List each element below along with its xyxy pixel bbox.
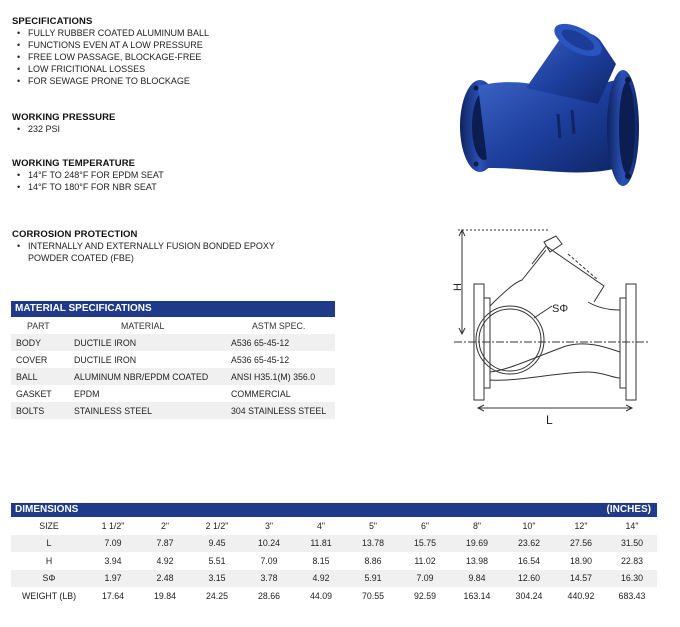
material-cell: ANSI H35.1(M) 356.0 xyxy=(226,368,335,385)
list-item: • FULLY RUBBER COATED ALUMINUM BALL xyxy=(12,27,209,39)
corrosion-title: CORROSION PROTECTION xyxy=(12,229,138,240)
dimensions-row-label: L xyxy=(11,535,87,553)
dimensions-size-cell: 2" xyxy=(160,520,169,531)
material-cell: COVER xyxy=(16,354,48,365)
dimensions-value-cell: 13.98 xyxy=(465,555,488,566)
dimensions-value-cell: 18.90 xyxy=(569,555,592,566)
dimensions-value-cell: 16.54 xyxy=(517,555,540,566)
dimensions-value-cell: 16.30 xyxy=(607,570,657,588)
dimensions-value-cell: 2.48 xyxy=(139,570,191,588)
dimensions-value-cell: 7.09 xyxy=(399,570,451,588)
dimensions-value-cell: 5.51 xyxy=(208,555,226,566)
dimensions-size-cell: 2 1/2" xyxy=(205,520,229,531)
material-cell: DUCTILE IRON xyxy=(74,354,137,365)
working-pressure-list xyxy=(12,123,115,135)
material-table xyxy=(11,317,335,419)
dimensions-size-cell: 5" xyxy=(368,520,377,531)
dimensions-value-cell: 13.78 xyxy=(347,535,399,553)
corrosion-line-2: POWDER COATED (FBE) xyxy=(28,253,134,263)
dimensions-value-cell: 7.87 xyxy=(139,535,191,553)
dimensions-value-cell: 28.66 xyxy=(257,590,280,601)
dimensions-value-cell: 5.91 xyxy=(347,570,399,588)
dimensions-row xyxy=(11,570,657,588)
material-cell: STAINLESS STEEL xyxy=(69,402,226,419)
corrosion-list xyxy=(12,240,275,264)
list-item: • FOR SEWAGE PRONE TO BLOCKAGE xyxy=(12,75,209,87)
dimensions-size-label: SIZE xyxy=(39,520,59,531)
material-cell: BALL xyxy=(11,368,69,385)
dimensions-value-cell: 23.62 xyxy=(503,535,555,553)
material-cell: ALUMINUM NBR/EPDM COATED xyxy=(69,368,226,385)
dimensions-value-cell: 9.45 xyxy=(191,535,243,553)
dimensions-section xyxy=(11,503,657,605)
dimensions-value-cell: 11.81 xyxy=(295,535,347,553)
list-item: • LOW FRICITIONAL LOSSES xyxy=(12,63,209,75)
dimensions-title-bar xyxy=(11,503,657,517)
material-cell: GASKET xyxy=(16,388,52,399)
working-pressure-section xyxy=(12,112,115,135)
dimensions-size-cell: 1 1/2" xyxy=(101,520,125,531)
dimensions-value-cell: 8.15 xyxy=(312,555,330,566)
dimensions-value-cell: 70.55 xyxy=(361,590,384,601)
corrosion-section xyxy=(12,229,275,264)
dimensions-row xyxy=(11,552,657,570)
dimensions-value-cell: 19.84 xyxy=(153,590,176,601)
dimensions-value-cell: 19.69 xyxy=(451,535,503,553)
dimensions-value-cell: 8.86 xyxy=(364,555,382,566)
specifications-title: SPECIFICATIONS xyxy=(12,16,93,27)
dimensions-value-cell: 44.09 xyxy=(309,590,332,601)
list-item: • 232 PSI xyxy=(12,123,115,135)
specifications-section xyxy=(12,16,209,87)
valve-photo xyxy=(448,18,653,193)
corrosion-item xyxy=(12,240,275,264)
valve-diagram xyxy=(448,222,658,432)
specifications-list xyxy=(12,27,209,87)
dimensions-value-cell: 1.97 xyxy=(87,570,139,588)
dimensions-row-label: H xyxy=(45,555,53,566)
dimensions-size-cell: 12" xyxy=(574,520,588,531)
dimensions-row-label: SΦ xyxy=(11,570,87,588)
dimensions-value-cell: 3.15 xyxy=(191,570,243,588)
diagram-sphi-label: SΦ xyxy=(552,303,569,315)
material-row xyxy=(11,385,335,402)
material-cell: 304 STAINLESS STEEL xyxy=(226,402,335,419)
dimensions-value-cell: 7.09 xyxy=(87,535,139,553)
dimensions-row xyxy=(11,587,657,605)
material-header-material: MATERIAL xyxy=(121,320,165,331)
list-item: • 14°F TO 248°F FOR EPDM SEAT xyxy=(12,169,164,181)
corrosion-line-1: INTERNALLY AND EXTERNALLY FUSION BONDED EPOXY xyxy=(28,241,275,251)
dimensions-value-cell: 11.02 xyxy=(414,555,436,566)
dimensions-value-cell: 17.64 xyxy=(101,590,124,601)
dimensions-row-label: WEIGHT (LB) xyxy=(21,590,77,601)
working-pressure-title: WORKING PRESSURE xyxy=(12,112,116,123)
material-row xyxy=(11,402,335,419)
dimensions-value-cell: 31.50 xyxy=(607,535,657,553)
list-item: • FUNCTIONS EVEN AT A LOW PRESSURE xyxy=(12,39,209,51)
material-cell: COMMERCIAL xyxy=(231,388,291,399)
material-specifications xyxy=(11,301,335,419)
dimensions-size-cell: 3" xyxy=(264,520,273,531)
dimensions-value-cell: 15.75 xyxy=(399,535,451,553)
material-cell: EPDM xyxy=(74,388,100,399)
dimensions-value-cell: 4.92 xyxy=(156,555,174,566)
dimensions-title: DIMENSIONS xyxy=(15,504,79,515)
dimensions-row xyxy=(11,535,657,553)
dimensions-size-cell: 8" xyxy=(472,520,481,531)
dimensions-size-cell: 6" xyxy=(420,520,429,531)
dimensions-value-cell: 304.24 xyxy=(515,590,543,601)
material-header-astm: ASTM SPEC. xyxy=(252,320,306,331)
diagram-h-label: H xyxy=(452,283,464,291)
material-row xyxy=(11,334,335,351)
dimensions-value-cell: 440.92 xyxy=(567,590,595,601)
list-item: • FREE LOW PASSAGE, BLOCKAGE-FREE xyxy=(12,51,209,63)
dimensions-size-cell: 10" xyxy=(522,520,536,531)
material-row xyxy=(11,368,335,385)
material-title-bar xyxy=(11,301,335,317)
material-row xyxy=(11,351,335,368)
material-cell: DUCTILE IRON xyxy=(69,334,226,351)
dimensions-value-cell: 92.59 xyxy=(413,590,436,601)
working-temperature-title: WORKING TEMPERATURE xyxy=(12,158,136,169)
dimensions-value-cell: 163.14 xyxy=(463,590,491,601)
dimensions-value-cell: 10.24 xyxy=(243,535,295,553)
dimensions-value-cell: 7.09 xyxy=(260,555,278,566)
dimensions-value-cell: 4.92 xyxy=(295,570,347,588)
working-temperature-section xyxy=(12,158,164,193)
material-header-part: PART xyxy=(27,320,50,331)
list-item: • 14°F TO 180°F FOR NBR SEAT xyxy=(12,181,164,193)
dimensions-value-cell: 22.83 xyxy=(620,555,643,566)
dimensions-units: (INCHES) xyxy=(606,504,651,515)
dimensions-size-cell: 4" xyxy=(316,520,325,531)
material-header-row xyxy=(11,317,335,334)
dimensions-value-cell: 14.57 xyxy=(555,570,607,588)
material-cell: A536 65-45-12 xyxy=(226,334,335,351)
dimensions-table xyxy=(11,517,657,605)
dimensions-value-cell: 683.43 xyxy=(618,590,646,601)
dimensions-size-cell: 14" xyxy=(625,520,639,531)
dimensions-value-cell: 3.94 xyxy=(104,555,122,566)
working-temperature-list xyxy=(12,169,164,193)
material-cell: A536 65-45-12 xyxy=(231,354,290,365)
dimensions-value-cell: 27.56 xyxy=(555,535,607,553)
material-title: MATERIAL SPECIFICATIONS xyxy=(15,303,152,314)
dimensions-value-cell: 12.60 xyxy=(503,570,555,588)
dimensions-value-cell: 24.25 xyxy=(205,590,228,601)
dimensions-value-cell: 9.84 xyxy=(451,570,503,588)
dimensions-size-row xyxy=(11,517,657,535)
material-cell: BOLTS xyxy=(11,402,69,419)
material-cell: BODY xyxy=(11,334,69,351)
diagram-l-label: L xyxy=(546,413,553,427)
dimensions-value-cell: 3.78 xyxy=(243,570,295,588)
